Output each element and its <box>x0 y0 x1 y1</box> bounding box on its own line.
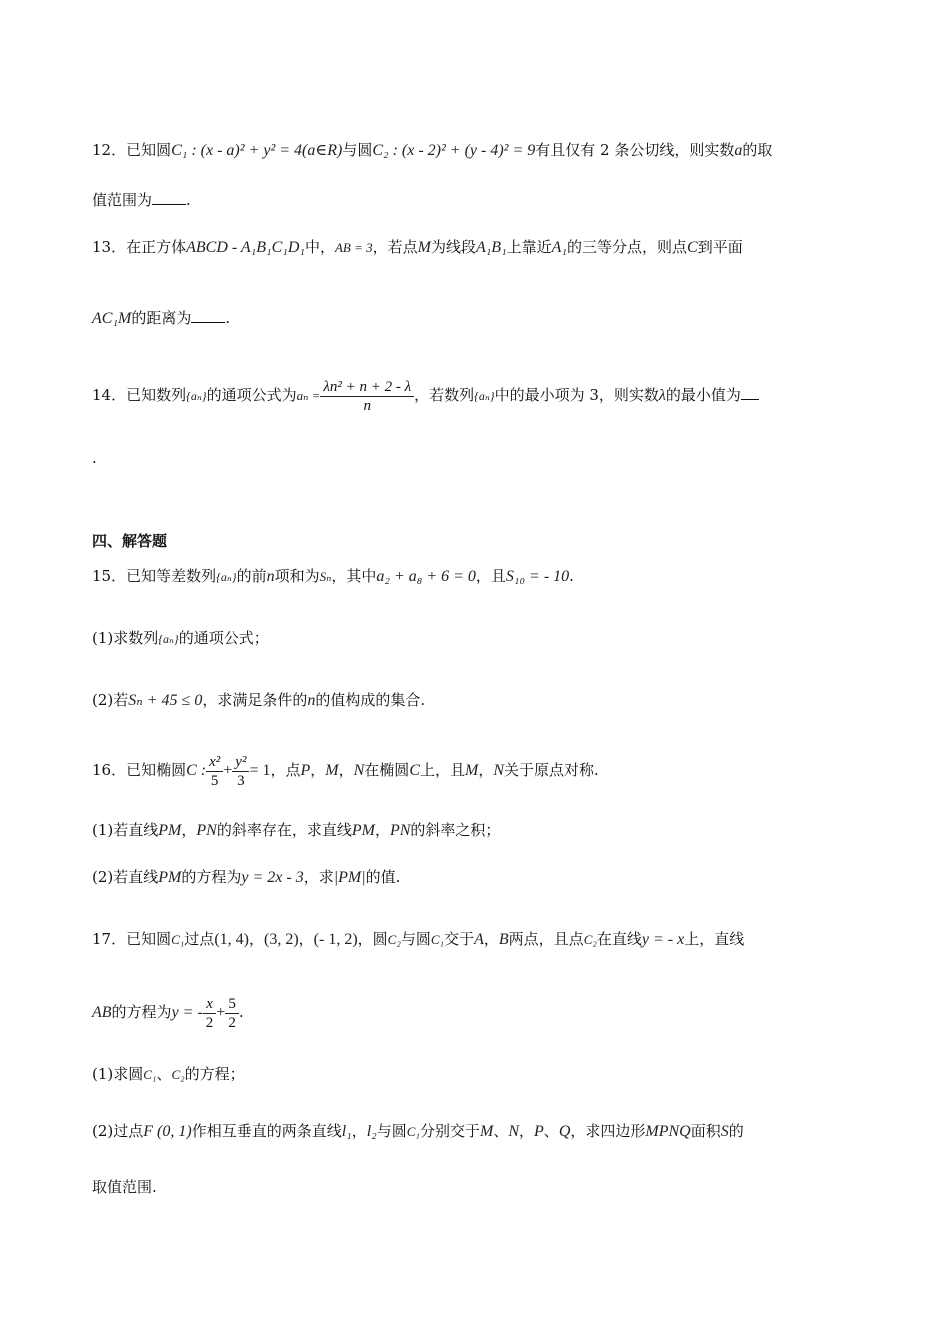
q16-p: P <box>300 762 311 779</box>
q17-l1: l₁ <box>341 1123 352 1140</box>
q15-p2-mid: ，求满足条件的 <box>202 691 308 709</box>
q14-t4: 的最小值为 <box>665 386 741 404</box>
q16-prefix: 16．已知椭圆 <box>92 761 187 779</box>
q17-fx-den: 2 <box>205 1014 214 1031</box>
q17-y-eq: y = - <box>171 1004 203 1021</box>
q16-m: M <box>325 762 339 779</box>
q15-end: . <box>569 567 574 585</box>
q15-p2-n: n <box>307 692 316 709</box>
q17-t2: ，圆 <box>357 930 388 948</box>
q14-line2 <box>92 448 97 468</box>
q13-answer-blank[interactable] <box>191 308 225 323</box>
q17-plus: + <box>216 1004 226 1021</box>
q13-t6: 到平面 <box>697 238 743 256</box>
q16-t4: 关于原点对称. <box>504 761 599 779</box>
q17-p2-t5: 面积 <box>690 1122 721 1140</box>
q13-ab: AB = 3 <box>334 240 373 255</box>
q12-answer-blank[interactable] <box>152 190 186 205</box>
q16-plus: + <box>223 762 233 779</box>
q17-part1 <box>92 1064 245 1085</box>
q17-p: P <box>534 1123 544 1140</box>
q13-c: C <box>687 239 698 256</box>
q13-a1b1: A₁B₁ <box>475 239 507 256</box>
q17-p2-sep2: ， <box>519 1122 535 1140</box>
q15-p1-prefix: (1)求数列 <box>92 629 159 647</box>
q13-t2: ，若点 <box>372 238 418 256</box>
q17-p1-c1: C₁ <box>143 1067 157 1082</box>
q17-end: . <box>238 1003 244 1021</box>
q16-p1-pn: PN <box>196 822 217 839</box>
q14-t1: 的通项公式为 <box>206 386 297 404</box>
q14-fraction <box>320 378 414 415</box>
q13-prefix: 13．在正方体 <box>92 238 187 256</box>
q14-answer-blank[interactable] <box>741 385 759 400</box>
q17-p2-t4: ，求四边形 <box>570 1122 646 1140</box>
q17-pt2: (3, 2) <box>263 931 299 948</box>
q15-t2: 项和为 <box>274 567 320 585</box>
q16-eq: = 1 <box>249 762 271 779</box>
q15-p1-suffix: 的通项公式； <box>178 629 269 647</box>
q17-t8: 的方程为 <box>111 1003 172 1021</box>
q16-p1-pm: PM <box>158 822 182 839</box>
q17-n: N <box>508 1123 519 1140</box>
q16-t1: ，点 <box>270 761 301 779</box>
q16-line1 <box>92 748 599 793</box>
q16-p2-t: ，求 <box>303 868 334 886</box>
q14-seq: {aₙ} <box>186 389 207 403</box>
q17-frac-5 <box>225 995 239 1032</box>
q17-t7: 上，直线 <box>684 930 745 948</box>
q13-t3: 为线段 <box>430 238 476 256</box>
q16-p1-suffix: 的斜率之积； <box>410 821 501 839</box>
q17-p1-dun: 、 <box>156 1065 172 1083</box>
q12-line2-text: 值范围为 <box>92 191 153 209</box>
q14-seq-2: {aₙ} <box>474 389 495 403</box>
q12-circle2-expr: C₂ : (x - 2)² + (y - 4)² = 9 <box>372 142 536 159</box>
q17-p2-t1: 作相互垂直的两条直线 <box>191 1122 342 1140</box>
q17-fx-num: x <box>203 995 217 1014</box>
q17-sep1: ， <box>248 930 264 948</box>
q17-a: A <box>474 931 484 948</box>
q17-t3: 与圆 <box>400 930 431 948</box>
q16-p1-sep-2: ， <box>374 821 390 839</box>
q17-p2-dun1: 、 <box>493 1122 509 1140</box>
q13-line2 <box>92 308 230 329</box>
q12-var-a: a <box>734 142 743 159</box>
q17-p1-prefix: (1)求圆 <box>92 1065 144 1083</box>
q13-plane: AC₁M <box>92 310 132 327</box>
q17-t5: 两点，且点 <box>508 930 584 948</box>
q17-p1-suffix: 的方程； <box>184 1065 245 1083</box>
q15-cond1: a₂ + a₈ + 6 = 0 <box>376 568 476 585</box>
q13-t4: 上靠近 <box>506 238 552 256</box>
q17-p2-line2: 取值范围. <box>92 1178 157 1196</box>
q14-lambda: λ <box>658 387 666 404</box>
q12-line1-end: 的取 <box>742 141 773 159</box>
q16-p1-pm-2: PM <box>351 822 375 839</box>
q15-p2-prefix: (2)若 <box>92 691 129 709</box>
q17-p2-dun2: 、 <box>543 1122 559 1140</box>
q12-line1 <box>92 140 772 161</box>
q17-c1: C₁ <box>171 932 185 947</box>
q14-prefix: 14．已知数列 <box>92 386 187 404</box>
q17-frac-x <box>203 995 217 1032</box>
q13-cube: ABCD - A₁B₁C₁D₁ <box>186 239 305 256</box>
q17-t6: 在直线 <box>596 930 642 948</box>
q16-sep1: ， <box>310 761 326 779</box>
q17-sep3: ， <box>483 930 499 948</box>
q16-p1-mid: 的斜率存在，求直线 <box>216 821 352 839</box>
q15-seq: {aₙ} <box>216 570 237 584</box>
q16-y-den: 3 <box>237 772 245 789</box>
q16-p1-sep: ， <box>181 821 197 839</box>
q16-part2 <box>92 867 400 888</box>
q15-t1: 的前 <box>236 567 267 585</box>
q16-t2: 在椭圆 <box>364 761 410 779</box>
q17-prefix: 17．已知圆 <box>92 930 172 948</box>
q12-line2 <box>92 190 191 210</box>
q17-mpnq: MPNQ <box>645 1123 691 1140</box>
q16-p2-abs: |PM| <box>333 869 366 886</box>
q17-part2 <box>92 1121 744 1142</box>
q12-circle1-expr: C₁ : (x - a)² + y² = 4(a∈R) <box>171 142 343 159</box>
q17-p2-c1: C₁ <box>406 1124 420 1139</box>
q16-p2-eq: y = 2x - 3 <box>241 869 304 886</box>
q17-line2 <box>92 990 244 1035</box>
q14-an: aₙ = <box>296 388 321 403</box>
q14-end: . <box>92 449 97 467</box>
q17-p1-c2: C₂ <box>171 1067 185 1082</box>
q17-pt1: (1, 4) <box>214 931 249 948</box>
q14-denominator: n <box>363 397 371 414</box>
q16-m2: M <box>465 762 479 779</box>
q14-numerator: λn² + n + 2 - λ <box>320 378 414 397</box>
q12-prefix: 12．已知圆 <box>92 141 172 159</box>
q17-t4: 交于 <box>444 930 475 948</box>
q15-sn: Sₙ <box>319 569 332 584</box>
q16-y-num: y² <box>232 753 249 772</box>
q15-line1 <box>92 566 574 587</box>
q16-n2: N <box>493 762 505 779</box>
q15-t3: ，其中 <box>331 567 377 585</box>
q17-c1-2: C₁ <box>430 932 445 947</box>
q16-x-den: 5 <box>210 772 219 789</box>
q13-a1: A₁ <box>551 239 567 256</box>
q16-p2-pm: PM <box>158 869 182 886</box>
q15-p1-seq: {aₙ} <box>158 632 179 646</box>
q16-p2-prefix: (2)若直线 <box>92 868 159 886</box>
q17-c2-2: C₂ <box>583 932 597 947</box>
q15-part1 <box>92 628 269 649</box>
q15-t4: ，且 <box>475 567 506 585</box>
q17-line1 <box>92 929 744 950</box>
q15-n: n <box>266 568 275 585</box>
q17-m: M <box>479 1123 494 1140</box>
q17-c2: C₂ <box>387 932 401 947</box>
q17-p2-prefix: (2)过点 <box>92 1122 144 1140</box>
q12-mid: 与圆 <box>342 141 373 159</box>
q13-t1: 中， <box>304 238 335 256</box>
q13-t7: 的距离为 <box>131 309 192 327</box>
q17-p2-t6: 的 <box>728 1122 744 1140</box>
q16-sep2: ， <box>338 761 354 779</box>
q15-p2-suffix: 的值构成的集合. <box>315 691 426 709</box>
q16-part1 <box>92 820 500 841</box>
q17-f5-den: 2 <box>228 1014 236 1031</box>
q17-p2-t3: 分别交于 <box>419 1122 480 1140</box>
q15-part2 <box>92 690 425 711</box>
q17-f-point: F (0, 1) <box>143 1123 192 1140</box>
q13-t5: 的三等分点，则点 <box>567 238 688 256</box>
q13-line1 <box>92 237 743 258</box>
q16-x-num: x² <box>206 753 223 772</box>
q15-p2-cond: Sₙ + 45 ≤ 0 <box>128 692 203 709</box>
q14-line1 <box>92 375 759 416</box>
q16-sep3: ， <box>478 761 494 779</box>
q13-end: . <box>225 309 231 327</box>
q17-l2: l₂ <box>366 1123 377 1140</box>
section-title: 四、解答题 <box>92 532 168 550</box>
q16-p2-suffix: 的值. <box>365 868 401 886</box>
q16-p1-pn-2: PN <box>389 822 411 839</box>
q16-c2: C <box>409 762 420 779</box>
q17-ab: AB <box>92 1004 112 1021</box>
q15-cond2: S₁₀ = - 10 <box>505 568 570 585</box>
q17-t1: 过点 <box>184 930 215 948</box>
q17-pt3: (- 1, 2) <box>313 931 358 948</box>
q16-n: N <box>353 762 365 779</box>
q16-c: C : <box>186 762 207 779</box>
q17-line-eq: y = - x <box>641 931 685 948</box>
q16-frac-x <box>206 753 223 790</box>
q12-suffix: 有且仅有 2 条公切线，则实数 <box>535 141 735 159</box>
q17-f5-num: 5 <box>225 995 239 1014</box>
q17-q: Q <box>558 1123 571 1140</box>
q17-p2-sep1: ， <box>351 1122 367 1140</box>
q17-s: S <box>720 1123 729 1140</box>
q17-b: B <box>498 931 509 948</box>
q16-frac-y <box>232 753 249 790</box>
q14-t3: 中的最小项为 3，则实数 <box>494 386 659 404</box>
q16-p1-prefix: (1)若直线 <box>92 821 159 839</box>
q16-t3: 上，且 <box>419 761 465 779</box>
q15-prefix: 15．已知等差数列 <box>92 567 217 585</box>
q13-m: M <box>417 239 431 256</box>
q17-sep2: ， <box>298 930 314 948</box>
q14-t2: ，若数列 <box>414 386 475 404</box>
q12-line2-end: . <box>186 191 191 209</box>
q17-p2-t2: 与圆 <box>376 1122 407 1140</box>
q16-p2-mid: 的方程为 <box>181 868 242 886</box>
q17-part2-line2 <box>92 1177 157 1197</box>
